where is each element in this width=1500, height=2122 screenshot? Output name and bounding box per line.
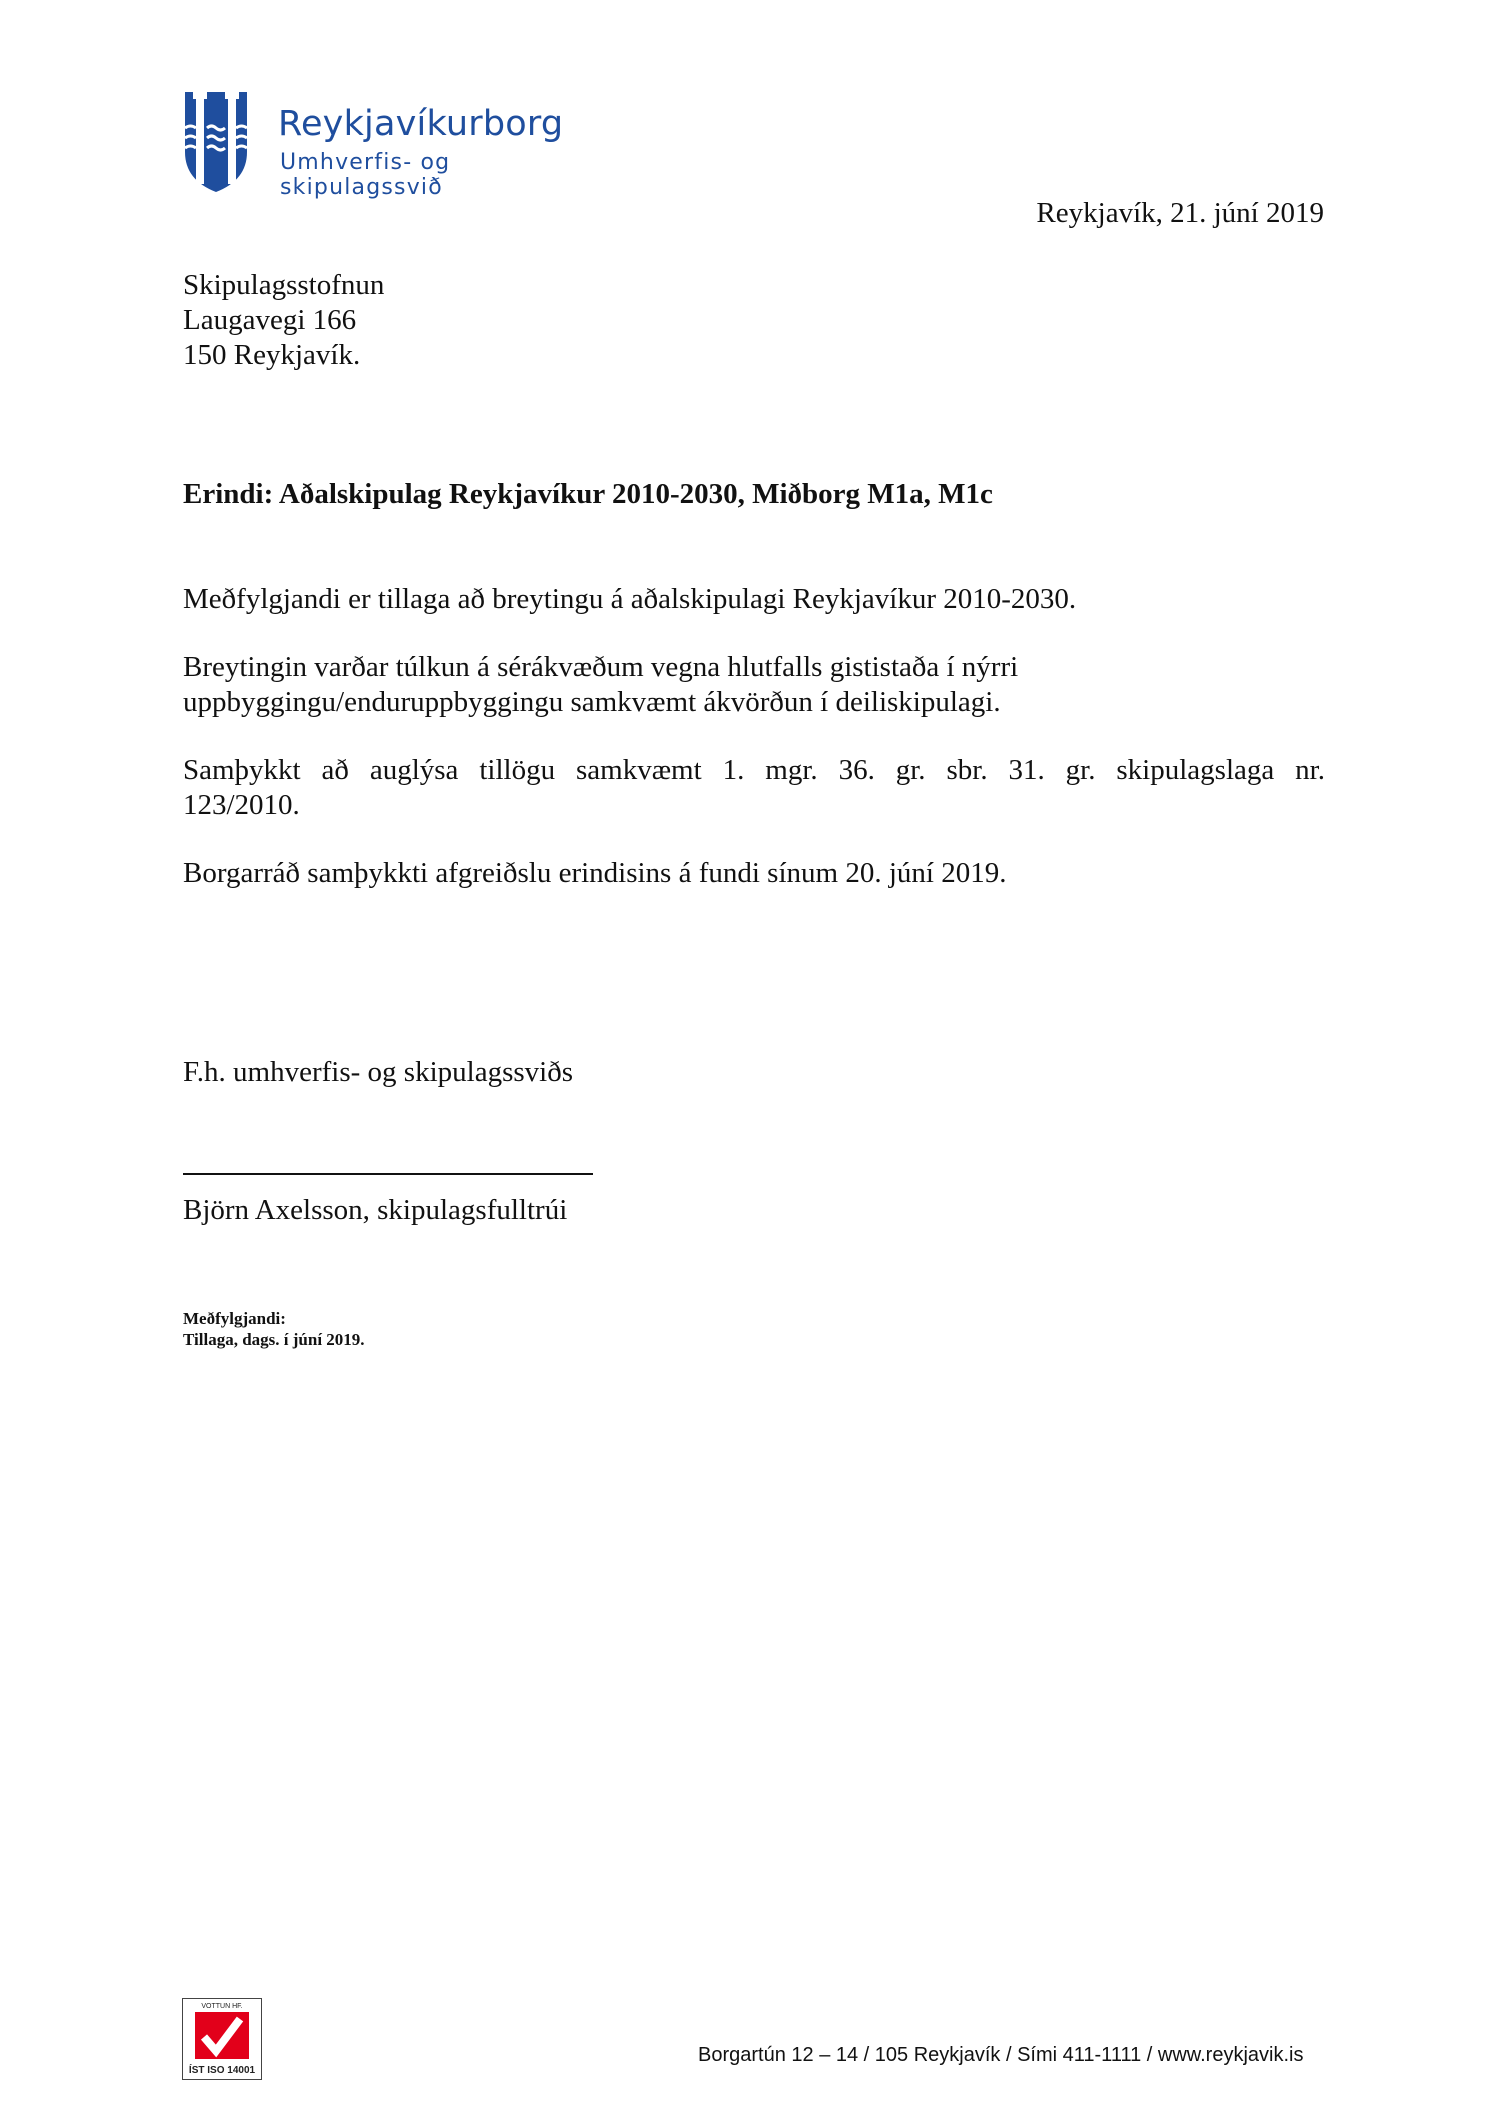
body-paragraph-3: Samþykkt að auglýsa tillögu samkvæmt 1. mgr. 36. gr. sbr. 31. gr. skipulagslaga nr. 123/2010. (183, 754, 1325, 821)
recipient-name: Skipulagsstofnun (183, 269, 385, 301)
attachments-label: Meðfylgjandi: (183, 1309, 286, 1328)
signature-line (183, 1173, 593, 1175)
footer-contact: Borgartún 12 – 14 / 105 Reykjavík / Sími 411-1111 / www.reykjavik.is (698, 2044, 1304, 2066)
attachments-item: Tillaga, dags. í júní 2019. (183, 1330, 365, 1349)
body-paragraph-1: Meðfylgjandi er tillaga að breytingu á aðalskipulagi Reykjavíkur 2010-2030. (183, 583, 1077, 615)
logo-department-name: Umhverfis- og skipulagssvið (280, 150, 451, 200)
letter-date: Reykjavík, 21. júní 2019 (1036, 197, 1324, 229)
iso-certification-badge (182, 1998, 262, 2080)
recipient-city: 150 Reykjavík. (183, 339, 361, 371)
letter-subject: Erindi: Aðalskipulag Reykjavíkur 2010-2030, Miðborg M1a, M1c (183, 478, 993, 510)
signatory-name: Björn Axelsson, skipulagsfulltrúi (183, 1194, 568, 1226)
iso-top-text: VOTTUN HF. (201, 2003, 243, 2010)
body-paragraph-4: Borgarráð samþykkti afgreiðslu erindisins á fundi sínum 20. júní 2019. (183, 857, 1007, 889)
attachments-note (183, 1308, 365, 1350)
iso-bottom-text: ÍST ISO 14001 (188, 2065, 256, 2076)
letter-signoff: F.h. umhverfis- og skipulagssviðs (183, 1056, 573, 1088)
logo-organization-name: Reykjavíkurborg (278, 104, 564, 144)
body-paragraph-2: Breytingin varðar túlkun á sérákvæðum vegna hlutfalls gististaða í nýrri uppbyggingu/enduruppbyggingu samkvæmt ákvörðun í deiliskipulagi. (183, 651, 1019, 718)
reykjavik-logo (183, 90, 613, 198)
letter-body (183, 582, 1325, 924)
reykjavik-shield-icon (183, 90, 249, 194)
recipient-address (183, 268, 384, 373)
recipient-street: Laugavegi 166 (183, 304, 357, 336)
iso-check-icon (183, 1999, 261, 2079)
